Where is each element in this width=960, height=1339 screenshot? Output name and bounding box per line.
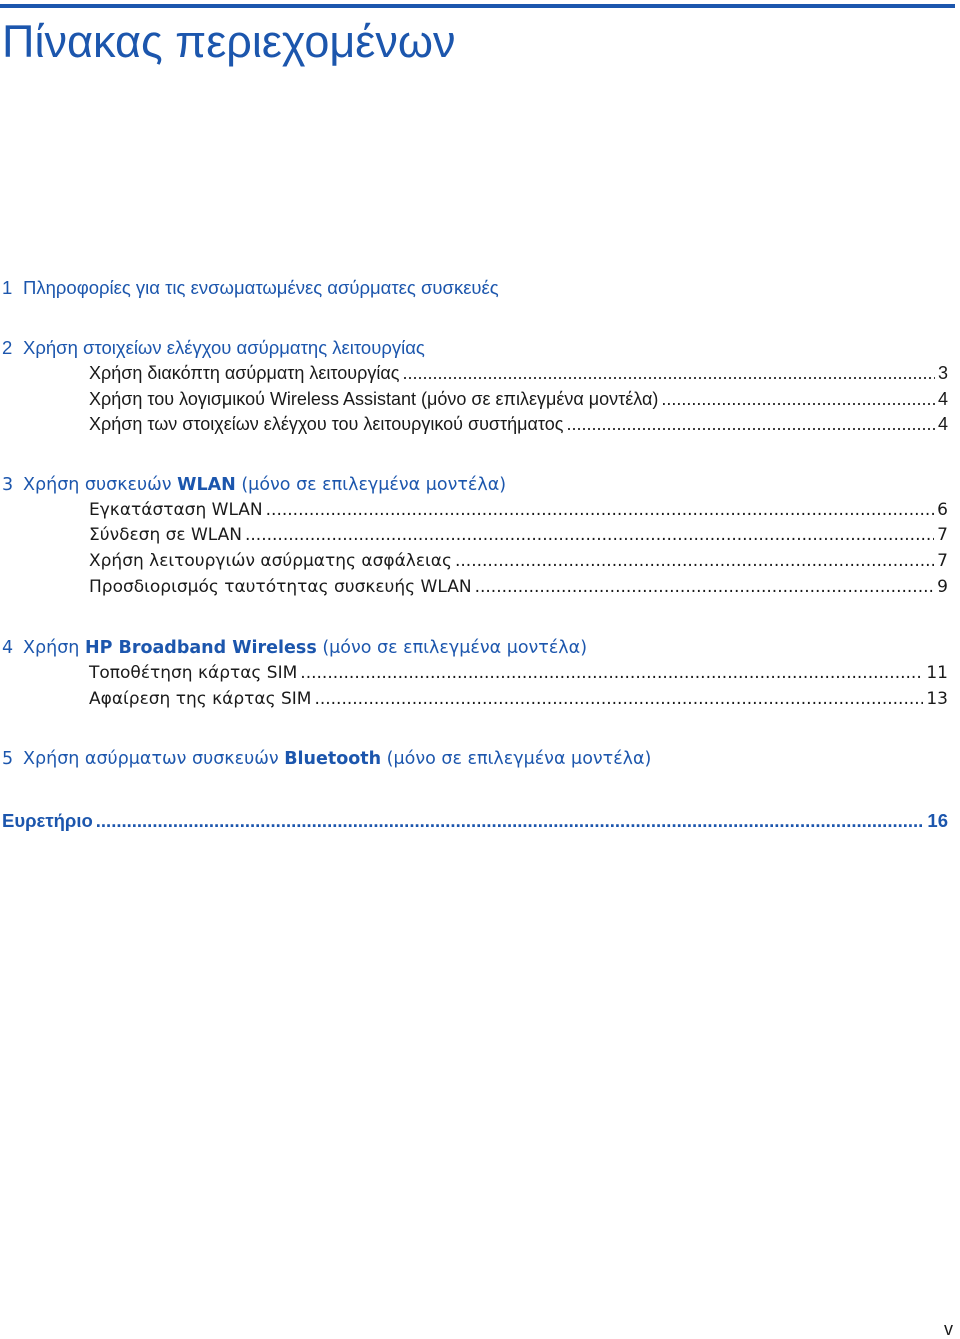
chapter-title-post: (μόνο σε επιλεγμένα μοντέλα) [316,638,588,658]
page-number: v [944,1319,953,1339]
entry-label: Χρήση λειτουργιών ασύρματης ασφάλειας [89,551,452,571]
entry-page: 4 [937,389,948,409]
chapter-number: 2 [2,337,13,358]
dot-leader [455,549,934,573]
toc-index-entry[interactable] [2,808,948,834]
entry-label: Τοποθέτηση κάρτας SIM [89,663,298,683]
entry-page: 7 [937,551,948,571]
toc-entry[interactable] [89,498,948,522]
toc-chapter-4[interactable] [2,636,953,660]
chapter-title-strong: Bluetooth [284,749,382,769]
entry-label: Σύνδεση σε WLAN [89,525,242,545]
entry-label: Χρήση διακόπτη ασύρματη λειτουργίας [89,363,400,383]
dot-leader [661,387,935,411]
dot-leader [475,575,935,599]
chapter-title: Χρήση στοιχείων ελέγχου ασύρματης λειτουργίας [23,337,425,358]
entry-page: 13 [926,689,948,709]
toc-entry[interactable] [89,361,948,385]
chapter-title-post: (μόνο σε επιλεγμένα μοντέλα) [381,749,652,769]
dot-leader [402,361,935,385]
toc-entry[interactable] [89,523,948,547]
toc-chapter-2[interactable] [2,336,953,360]
entry-label: Χρήση του λογισμικού Wireless Assistant (μόνο σε επιλεγμένα μοντέλα) [89,389,659,409]
chapter-title-pre: Χρήση ασύρματων συσκευών [23,749,285,769]
entry-label: Χρήση των στοιχείων ελέγχου του λειτουργικού συστήματος [89,414,564,434]
chapter-title-strong: WLAN [177,475,236,495]
index-label: Ευρετήριο [2,810,93,831]
dot-leader [96,808,925,834]
entry-page: 4 [937,414,948,434]
entry-page: 7 [937,525,948,545]
toc-entry[interactable] [89,687,948,711]
toc-entry[interactable] [89,387,948,411]
toc-entry[interactable] [89,412,948,436]
entry-page: 9 [937,577,948,597]
chapter-number: 3 [2,475,14,495]
chapter-title-strong: HP Broadband Wireless [84,638,317,658]
chapter-title: Πληροφορίες για τις ενσωματωμένες ασύρματες συσκευές [23,277,499,298]
entry-page: 3 [937,363,948,383]
toc-entry[interactable] [89,575,948,599]
page-title: Πίνακας περιεχομένων [2,16,456,67]
dot-leader [266,498,935,522]
chapter-title-post: (μόνο σε επιλεγμένα μοντέλα) [235,475,507,495]
chapter-number: 4 [2,638,14,658]
entry-page: 6 [937,500,948,520]
entry-label: Προσδιορισμός ταυτότητας συσκευής WLAN [89,577,472,597]
toc-chapter-1[interactable] [2,276,953,300]
entry-label: Εγκατάσταση WLAN [89,500,263,520]
entry-label: Αφαίρεση της κάρτας SIM [89,689,312,709]
chapter-title-pre: Χρήση [23,638,85,658]
dot-leader [300,661,923,685]
toc-chapter-3[interactable] [2,473,953,497]
toc-entry[interactable] [89,661,948,685]
dot-leader [314,687,923,711]
dot-leader [245,523,934,547]
chapter-title-pre: Χρήση συσκευών [23,475,178,495]
toc-chapter-5[interactable] [2,747,953,771]
chapter-number: 1 [2,277,13,298]
toc-entry[interactable] [89,549,948,573]
entry-page: 11 [926,663,948,683]
chapter-number: 5 [2,749,14,769]
dot-leader [566,412,935,436]
index-page: 16 [927,810,948,831]
